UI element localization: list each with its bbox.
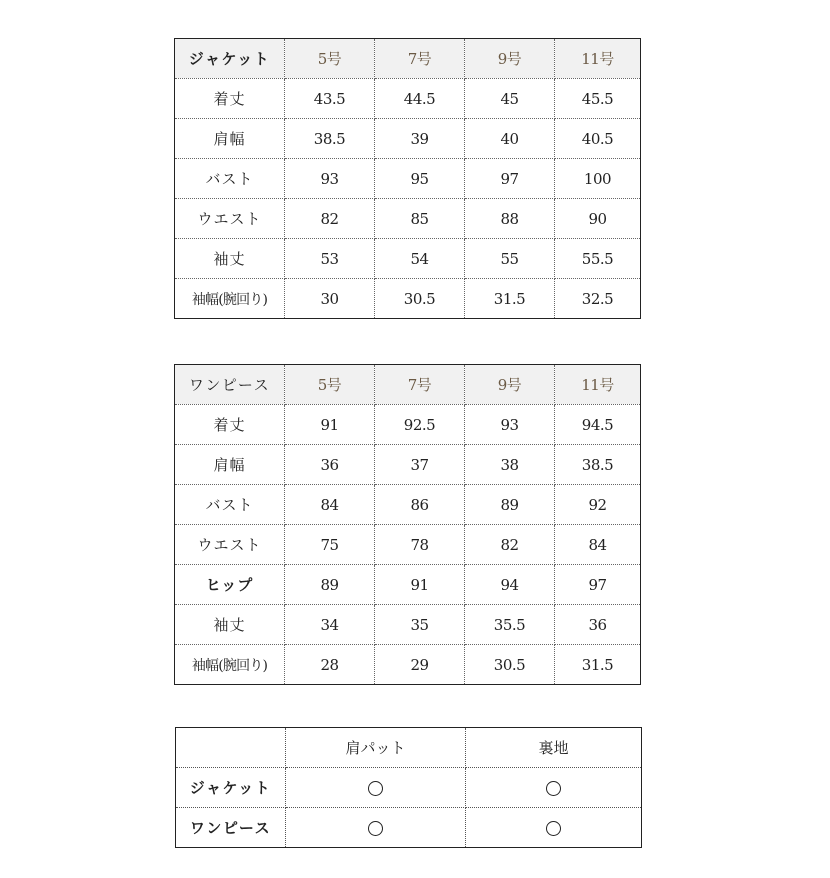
row-label: ワンピース — [176, 808, 286, 848]
table-cell: 30 — [285, 279, 375, 319]
table-row — [175, 405, 641, 445]
row-label: ヒップ — [175, 565, 285, 605]
table-cell: 38 — [465, 445, 555, 485]
table-cell: 38.5 — [555, 445, 641, 485]
circle-mark-icon — [546, 781, 561, 796]
spec-header-row — [176, 728, 642, 768]
table-cell: 55.5 — [555, 239, 641, 279]
row-label: 袖幅(腕回り) — [175, 645, 285, 685]
table-row — [175, 279, 641, 319]
row-label: バスト — [175, 485, 285, 525]
table-cell: 36 — [555, 605, 641, 645]
table-cell: 84 — [285, 485, 375, 525]
table-cell: 43.5 — [285, 79, 375, 119]
row-label: 袖幅(腕回り) — [175, 279, 285, 319]
table-cell: 40.5 — [555, 119, 641, 159]
circle-mark-icon — [368, 781, 383, 796]
table-row — [175, 239, 641, 279]
table-row — [175, 199, 641, 239]
row-label: バスト — [175, 159, 285, 199]
table-cell: 30.5 — [465, 645, 555, 685]
table-cell: 36 — [285, 445, 375, 485]
row-label: 着丈 — [175, 405, 285, 445]
table-cell: 35 — [375, 605, 465, 645]
table-cell: 53 — [285, 239, 375, 279]
table-cell: 91 — [375, 565, 465, 605]
row-label: 肩幅 — [175, 119, 285, 159]
table-row — [175, 485, 641, 525]
table-cell: 30.5 — [375, 279, 465, 319]
dress-header-row — [175, 365, 641, 405]
row-label: ジャケット — [176, 768, 286, 808]
table-cell: 78 — [375, 525, 465, 565]
row-label: ウエスト — [175, 525, 285, 565]
dress-size-header: 5号 — [285, 365, 375, 405]
circle-mark-icon — [368, 821, 383, 836]
table-cell: 82 — [465, 525, 555, 565]
table-cell: 89 — [465, 485, 555, 525]
table-cell: 93 — [285, 159, 375, 199]
table-cell: 88 — [465, 199, 555, 239]
table-cell — [466, 808, 642, 848]
table-row — [175, 445, 641, 485]
dress-size-table — [174, 364, 641, 685]
row-label: 袖丈 — [175, 605, 285, 645]
table-cell: 93 — [465, 405, 555, 445]
table-cell: 35.5 — [465, 605, 555, 645]
table-cell — [286, 808, 466, 848]
table-cell — [286, 768, 466, 808]
table-cell: 44.5 — [375, 79, 465, 119]
jacket-size-header: 9号 — [465, 39, 555, 79]
jacket-size-header: 7号 — [375, 39, 465, 79]
table-cell: 92 — [555, 485, 641, 525]
row-label: 肩幅 — [175, 445, 285, 485]
row-label: ウエスト — [175, 199, 285, 239]
table-row — [176, 808, 642, 848]
table-row — [175, 159, 641, 199]
table-row — [175, 565, 641, 605]
table-cell: 94.5 — [555, 405, 641, 445]
jacket-size-header: 11号 — [555, 39, 641, 79]
dress-corner-label: ワンピース — [175, 365, 285, 405]
table-cell: 38.5 — [285, 119, 375, 159]
jacket-size-table — [174, 38, 641, 319]
table-cell: 75 — [285, 525, 375, 565]
table-row — [176, 768, 642, 808]
jacket-header-row — [175, 39, 641, 79]
table-cell — [466, 768, 642, 808]
table-cell: 86 — [375, 485, 465, 525]
table-cell: 97 — [465, 159, 555, 199]
spec-column-header: 肩パット — [286, 728, 466, 768]
table-row — [175, 119, 641, 159]
table-cell: 92.5 — [375, 405, 465, 445]
spec-table — [175, 727, 642, 848]
table-cell: 55 — [465, 239, 555, 279]
table-cell: 90 — [555, 199, 641, 239]
table-cell: 100 — [555, 159, 641, 199]
table-cell: 32.5 — [555, 279, 641, 319]
table-cell: 82 — [285, 199, 375, 239]
table-row — [175, 645, 641, 685]
table-cell: 28 — [285, 645, 375, 685]
dress-size-header: 11号 — [555, 365, 641, 405]
table-cell: 54 — [375, 239, 465, 279]
spec-corner-cell — [176, 728, 286, 768]
table-cell: 37 — [375, 445, 465, 485]
table-cell: 97 — [555, 565, 641, 605]
jacket-size-header: 5号 — [285, 39, 375, 79]
table-cell: 94 — [465, 565, 555, 605]
table-cell: 89 — [285, 565, 375, 605]
dress-size-header: 9号 — [465, 365, 555, 405]
spec-column-header: 裏地 — [466, 728, 642, 768]
table-cell: 95 — [375, 159, 465, 199]
table-cell: 45.5 — [555, 79, 641, 119]
jacket-corner-label: ジャケット — [175, 39, 285, 79]
table-cell: 40 — [465, 119, 555, 159]
dress-size-header: 7号 — [375, 365, 465, 405]
table-row — [175, 605, 641, 645]
row-label: 着丈 — [175, 79, 285, 119]
table-cell: 34 — [285, 605, 375, 645]
table-row — [175, 79, 641, 119]
table-cell: 31.5 — [465, 279, 555, 319]
table-cell: 45 — [465, 79, 555, 119]
table-cell: 31.5 — [555, 645, 641, 685]
row-label: 袖丈 — [175, 239, 285, 279]
table-row — [175, 525, 641, 565]
table-cell: 29 — [375, 645, 465, 685]
table-cell: 84 — [555, 525, 641, 565]
table-cell: 39 — [375, 119, 465, 159]
circle-mark-icon — [546, 821, 561, 836]
table-cell: 91 — [285, 405, 375, 445]
table-cell: 85 — [375, 199, 465, 239]
